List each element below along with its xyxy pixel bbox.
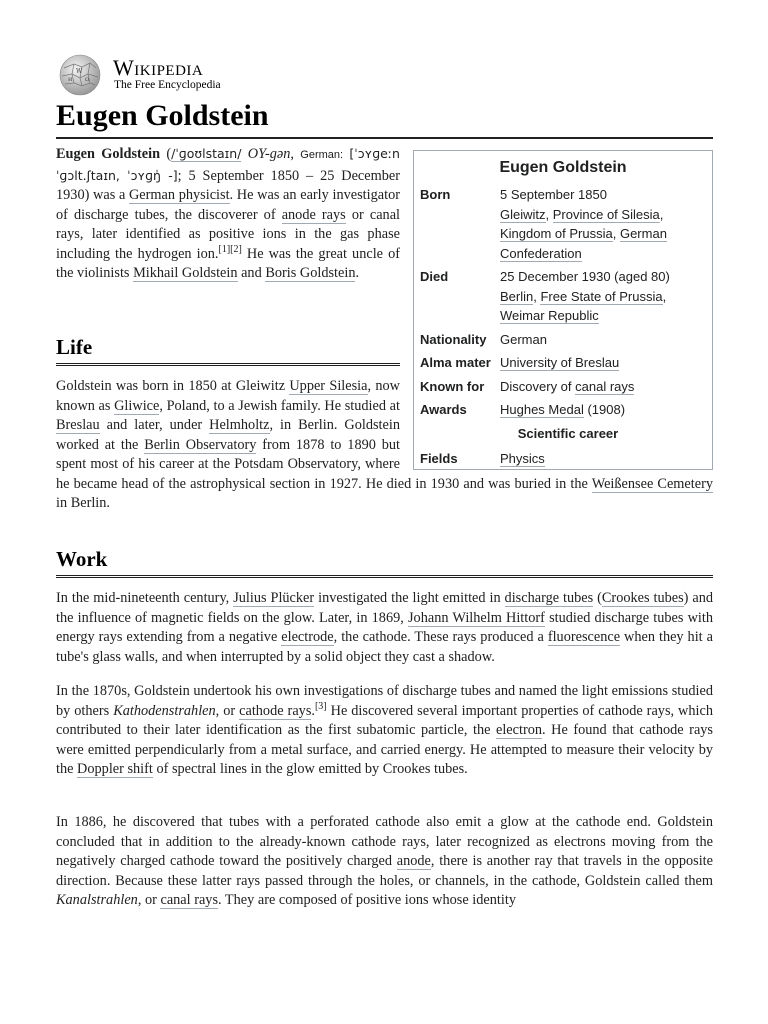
infobox-label: Awards xyxy=(420,402,467,417)
german-ipa[interactable]: [ˈɔʏɡeːn ˈɡɔlt.ʃtaɪn, ˈɔʏɡŋ̍ -] xyxy=(56,146,400,183)
link-fluorescence[interactable]: fluorescence xyxy=(547,629,621,645)
link-mikhail-goldstein[interactable]: Mikhail Goldstein xyxy=(133,265,238,281)
subject-name: Eugen Goldstein xyxy=(56,146,161,162)
work-paragraph-1: In the mid-nineteenth century, Julius Plücker investigated the light emitted in discharge tubes (Crookes tubes) and the influence of magnetic fields on the glow. Later, in 1869, Johann Wilhelm Hittorf studied discharge tubes with energy rays extending from a negative electrode, the cathode. These rays produced a fluorescence when they hit a tube's glass walls, and when interrupted by a solid object they cast a shadow. xyxy=(56,590,713,665)
link-free-state-of-prussia[interactable]: Free State of Prussia xyxy=(540,288,663,304)
infobox-label: Fields xyxy=(420,451,458,466)
link-helmholtz[interactable]: Helmholtz xyxy=(209,417,270,433)
infobox-label: Died xyxy=(420,269,449,284)
link-discharge-tubes[interactable]: discharge tubes xyxy=(504,590,594,606)
infobox-value: German xyxy=(500,331,547,347)
link-university-of-breslau[interactable]: University of Breslau xyxy=(500,355,620,370)
link-physics[interactable]: Physics xyxy=(500,451,545,466)
infobox-spacer xyxy=(400,377,713,473)
reference-2[interactable]: [2] xyxy=(230,243,242,255)
site-header xyxy=(56,54,356,96)
svg-text:W: W xyxy=(76,68,83,75)
ipa-link[interactable]: /ˈɡoʊlstaɪn/ xyxy=(171,146,242,161)
link-german-physicist[interactable]: German physicist xyxy=(128,187,230,203)
infobox-label: Alma mater xyxy=(420,355,491,370)
link-electrode[interactable]: electrode xyxy=(281,629,334,645)
infobox-value xyxy=(500,353,706,373)
work-paragraph-2: In the 1870s, Goldstein undertook his own investigations of discharge tubes and named the light emissions studied by others Kathodenstrahlen, or cathode rays.[3] He discovered several important properties of cathode rays, which contributed to their later identification as the first subatomic particle, the electron. He found that cathode rays were emitted perpendicularly from a metal surface, and carried energy. He attempted to measure their velocity by the Doppler shift of spectral lines in the glow emitted by Crookes tubes. xyxy=(56,683,713,777)
infobox-value: Hughes Medal (1908) xyxy=(500,402,626,417)
svg-text:Ω: Ω xyxy=(85,77,90,83)
respelling[interactable]: OY-gən xyxy=(247,146,291,162)
infobox-value: 25 December 1930 (aged 80) Berlin, Free State of Prussia, Weimar Republic xyxy=(500,269,670,323)
work-paragraph-3: In 1886, he discovered that tubes with a perforated cathode also emit a glow at the cathode end. Goldstein concluded that in addition to the already-known cathode rays, later recognized as electrons moving from the negatively charged cathode toward the positively charged anode, there is another ray that travels in the opposite direction. Because these latter rays passed through the holes, or channels, in the cathode, Goldstein called them Kanalstrahlen, or canal rays. They are composed of positive ions whose identity xyxy=(56,814,713,908)
reference-3[interactable]: [3] xyxy=(314,700,327,712)
life-paragraph: Goldstein was born in 1850 at Gleiwitz Upper Silesia, now known as Gliwice, Poland, to a Jewish family. He studied at Breslau and later, under Helmholtz, in Berlin. Goldstein worked at the Berlin Observatory from 1878 to 1890 but spent most of his career at the Potsdam Observatory, where he became head of the astrophysical section in 1927. He died in 1930 and was buried in the Weißensee Cemetery in Berlin. xyxy=(56,378,713,511)
link-weimar-republic[interactable]: Weimar Republic xyxy=(500,308,599,323)
wikipedia-globe-logo[interactable] xyxy=(56,54,104,96)
link-electron[interactable]: electron xyxy=(495,722,543,738)
german-label[interactable]: German: xyxy=(300,149,344,161)
page-title: Eugen Goldstein xyxy=(56,97,713,139)
link-weissensee-cemetery[interactable]: Weißensee Cemetery xyxy=(591,475,713,492)
link-hughes-medal[interactable]: Hughes Medal xyxy=(500,402,584,417)
link-german-confederation[interactable]: German Confederation xyxy=(500,226,667,261)
link-breslau[interactable]: Breslau xyxy=(56,417,100,433)
link-upper-silesia[interactable]: Upper Silesia xyxy=(289,378,368,394)
link-kingdom-of-prussia[interactable]: Kingdom of Prussia xyxy=(500,226,613,241)
infobox-label: Nationality xyxy=(420,331,487,347)
infobox-label: Born xyxy=(420,187,451,202)
infobox-value: Discovery of canal rays xyxy=(500,378,635,394)
link-berlin-observatory[interactable]: Berlin Observatory xyxy=(144,436,257,453)
infobox-row-born xyxy=(420,185,706,263)
section-heading-life: Life xyxy=(56,333,400,366)
infobox-title: Eugen Goldstein xyxy=(499,159,627,176)
reference-1[interactable]: [1] xyxy=(218,243,231,255)
term-kathodenstrahlen: Kathodenstrahlen xyxy=(113,702,216,719)
link-cathode-rays[interactable]: cathode rays xyxy=(239,702,312,719)
link-crookes-tubes[interactable]: Crookes tubes xyxy=(601,590,684,606)
link-canal-rays[interactable]: canal rays xyxy=(575,378,635,394)
infobox-value: 5 September 1850 Gleiwitz, Province of Silesia, Kingdom of Prussia, German Confederation xyxy=(500,187,667,261)
link-johann-wilhelm-hittorf[interactable]: Johann Wilhelm Hittorf xyxy=(407,609,545,626)
section-heading-work: Work xyxy=(56,545,713,578)
wikipedia-tagline: The Free Encyclopedia xyxy=(114,79,221,91)
infobox-row-alma-mater xyxy=(420,353,706,373)
infobox-label: Known for xyxy=(420,378,485,394)
link-province-of-silesia[interactable]: Province of Silesia xyxy=(552,206,660,222)
intro-paragraph: Eugen Goldstein (/ˈɡoʊlstaɪn/ OY-gən, German: [ˈɔʏɡeːn ˈɡɔlt.ʃtaɪn, ˈɔʏɡŋ̍ -]; 5 September 1850 – 25 December 1930) was a German physicist. He was an early investigator of discharge tubes, the discoverer of anode rays or canal rays, later identified as positive ions in the gas phase including the hydrogen ion.[1][2] He was the great uncle of the violinists Mikhail Goldstein and Boris Goldstein. xyxy=(56,146,401,281)
link-berlin[interactable]: Berlin xyxy=(500,288,534,304)
link-gliwice[interactable]: Gliwice xyxy=(114,397,160,414)
infobox-row-died xyxy=(420,267,706,326)
link-gleiwitz[interactable]: Gleiwitz xyxy=(500,206,546,222)
wikipedia-wordmark[interactable]: Wikipedia xyxy=(113,55,204,80)
svg-text:И: И xyxy=(68,77,73,83)
link-canal-rays-body[interactable]: canal rays xyxy=(160,892,219,908)
link-boris-goldstein[interactable]: Boris Goldstein xyxy=(265,265,356,281)
term-kanalstrahlen: Kanalstrahlen xyxy=(56,892,138,908)
infobox-subheader: Scientific career xyxy=(517,425,619,441)
link-anode-rays[interactable]: anode rays xyxy=(281,206,346,223)
link-julius-plucker[interactable]: Julius Plücker xyxy=(233,590,315,606)
link-doppler-shift[interactable]: Doppler shift xyxy=(77,761,153,777)
link-anode[interactable]: anode xyxy=(396,853,431,869)
infobox-row-nationality xyxy=(420,330,706,350)
